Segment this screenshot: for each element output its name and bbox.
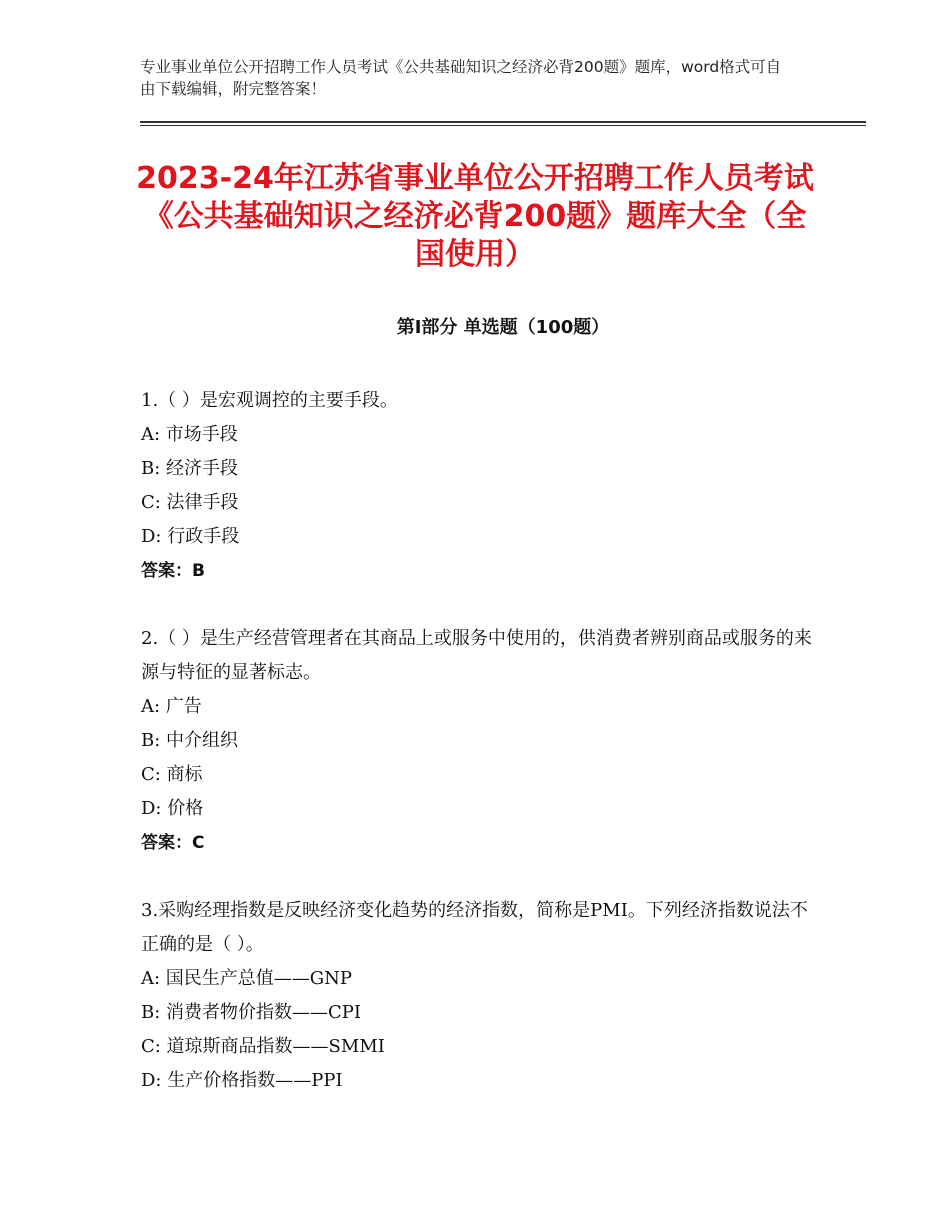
option-a: A: 市场手段 bbox=[141, 424, 238, 445]
question-item bbox=[141, 894, 821, 1098]
option-d: D: 行政手段 bbox=[141, 526, 240, 547]
option-c: C: 法律手段 bbox=[141, 492, 239, 513]
option-a: A: 广告 bbox=[141, 696, 202, 717]
option-d: D: 生产价格指数——PPI bbox=[141, 1070, 343, 1091]
option-d: D: 价格 bbox=[141, 798, 204, 819]
header-rule-thin bbox=[140, 125, 866, 126]
question-item bbox=[141, 622, 821, 860]
question-list bbox=[141, 384, 821, 1132]
option-b: B: 消费者物价指数——CPI bbox=[141, 1002, 362, 1023]
option-b: B: 中介组织 bbox=[141, 730, 239, 751]
option-a: A: 国民生产总值——GNP bbox=[141, 968, 353, 989]
header-note: 专业事业单位公开招聘工作人员考试《公共基础知识之经济必背200题》题库，word格式可自由下载编辑，附完整答案！ bbox=[140, 58, 782, 98]
document-title: 2023-24年江苏省事业单位公开招聘工作人员考试《公共基础知识之经济必背200题》题库大全（全国使用） bbox=[136, 161, 814, 272]
option-c: C: 道琼斯商品指数——SMMI bbox=[141, 1036, 385, 1057]
option-b: B: 经济手段 bbox=[141, 458, 239, 479]
header-rule-thick bbox=[140, 121, 866, 123]
question-text: 2.（ ）是生产经营管理者在其商品上或服务中使用的，供消费者辨别商品或服务的来源与特征的显著标志。 bbox=[141, 628, 812, 683]
section-title: 第Ⅰ部分 单选题（100题） bbox=[396, 317, 610, 338]
option-c: C: 商标 bbox=[141, 764, 203, 785]
question-item bbox=[141, 384, 821, 588]
answer-label: 答案：B bbox=[141, 561, 205, 581]
question-text: 3.采购经理指数是反映经济变化趋势的经济指数，简称是PMI。下列经济指数说法不正确的是（ ）。 bbox=[141, 900, 808, 955]
answer-label: 答案：C bbox=[141, 833, 205, 853]
question-text: 1.（ ）是宏观调控的主要手段。 bbox=[141, 390, 398, 411]
